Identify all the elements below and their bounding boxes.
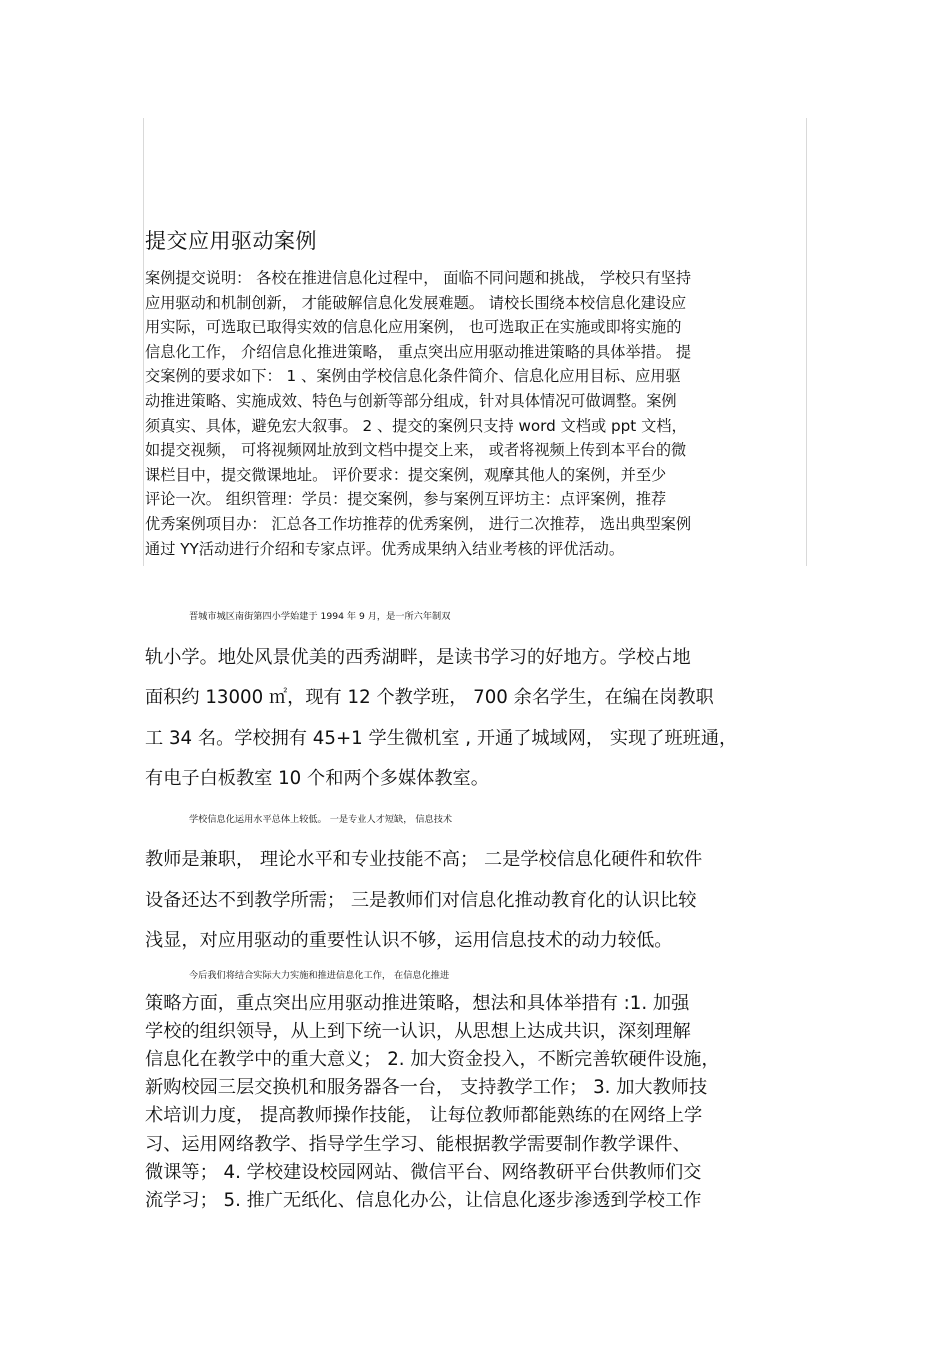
intro-line: 评论一次。 组织管理：学员：提交案例，参与案例互评坊主：点评案例，推荐 bbox=[145, 490, 667, 509]
paragraph-line: 信息化在教学中的重大意义； 2. 加大资金投入，不断完善软硬件设施， bbox=[145, 1049, 720, 1071]
intro-line: 如提交视频， 可将视频网址放到文档中提交上来， 或者将视频上传到本平台的微 bbox=[145, 441, 687, 460]
intro-line: 优秀案例项目办： 汇总各工作坊推荐的优秀案例， 进行二次推荐， 选出典型案例 bbox=[145, 514, 692, 533]
intro-line: 用实际，可选取已取得实效的信息化应用案例， 也可选取正在实施或即将实施的 bbox=[145, 318, 682, 337]
paragraph-future-plans bbox=[145, 962, 810, 1216]
paragraph-line: 浅显，对应用驱动的重要性认识不够，运用信息技术的动力较低。 bbox=[145, 930, 673, 951]
case-body bbox=[145, 597, 810, 1215]
intro-line: 动推进策略、实施成效、特色与创新等部分组成，针对具体情况可做调整。案例 bbox=[145, 391, 677, 410]
paragraph-line: 晋城市城区南街第四小学始建于 1994 年 9 月，是一所六年制双 bbox=[189, 611, 451, 622]
submission-instructions bbox=[145, 266, 810, 561]
frame-left-rule bbox=[143, 118, 144, 566]
section-title: 提交应用驱动案例 bbox=[145, 229, 317, 253]
paragraph-line: 学校信息化运用水平总体上较低。 一是专业人才短缺， 信息技术 bbox=[189, 813, 453, 825]
paragraph-line: 学校的组织领导，从上到下统一认识，从思想上达成共识，深刻理解 bbox=[145, 1020, 691, 1042]
paragraph-line: 策略方面，重点突出应用驱动推进策略，想法和具体举措有 :1. 加强 bbox=[145, 992, 690, 1014]
paragraph-line: 设备还达不到教学所需； 三是教师们对信息化推动教育化的认识比较 bbox=[145, 889, 697, 911]
paragraph-line: 今后我们将结合实际大力实施和推进信息化工作， 在信息化推进 bbox=[189, 969, 450, 981]
paragraph-line: 轨小学。地处风景优美的西秀湖畔，是读书学习的好地方。学校占地 bbox=[145, 646, 691, 668]
intro-line: 信息化工作， 介绍信息化推进策略， 重点突出应用驱动推进策略的具体举措。 提 bbox=[145, 342, 692, 361]
paragraph-school-overview bbox=[145, 597, 810, 800]
intro-line: 案例提交说明： 各校在推进信息化过程中， 面临不同问题和挑战， 学校只有坚持 bbox=[145, 269, 692, 287]
paragraph-line: 流学习； 5. 推广无纸化、信息化办公，让信息化逐步渗透到学校工作 bbox=[145, 1190, 702, 1211]
paragraph-line: 术培训力度， 提高教师操作技能， 让每位教师都能熟练的在网络上学 bbox=[145, 1105, 703, 1127]
paragraph-line: 习、运用网络教学、指导学生学习、能根据教学需要制作教学课件、 bbox=[145, 1133, 691, 1155]
paragraph-line: 微课等； 4. 学校建设校园网站、微信平台、网络教研平台供教师们交 bbox=[145, 1161, 702, 1183]
intro-line: 交案例的要求如下： 1 、案例由学校信息化条件简介、信息化应用目标、应用驱 bbox=[145, 367, 681, 386]
paragraph-line: 工 34 名。学校拥有 45+1 学生微机室 , 开通了城域网， 实现了班班通， bbox=[145, 727, 738, 749]
paragraph-line: 面积约 13000 ㎡，现有 12 个教学班， 700 余名学生，在编在岗教职 bbox=[145, 687, 714, 708]
paragraph-current-status bbox=[145, 800, 810, 962]
intro-line: 通过 YY活动进行介绍和专家点评。优秀成果纳入结业考核的评优活动。 bbox=[145, 539, 625, 558]
paragraph-line: 有电子白板教室 10 个和两个多媒体教室。 bbox=[145, 768, 489, 789]
paragraph-line: 教师是兼职， 理论水平和专业技能不高； 二是学校信息化硬件和软件 bbox=[145, 849, 703, 870]
intro-line: 应用驱动和机制创新， 才能破解信息化发展难题。 请校长围绕本校信息化建设应 bbox=[145, 293, 687, 312]
paragraph-line: 新购校园三层交换机和服务器各一台， 支持教学工作； 3. 加大教师技 bbox=[145, 1077, 708, 1099]
intro-line: 须真实、具体，避免宏大叙事。 2 、提交的案例只支持 word 文档或 ppt 文档， bbox=[145, 416, 687, 435]
intro-line: 课栏目中，提交微课地址。 评价要求：提交案例，观摩其他人的案例，并至少 bbox=[145, 465, 667, 484]
